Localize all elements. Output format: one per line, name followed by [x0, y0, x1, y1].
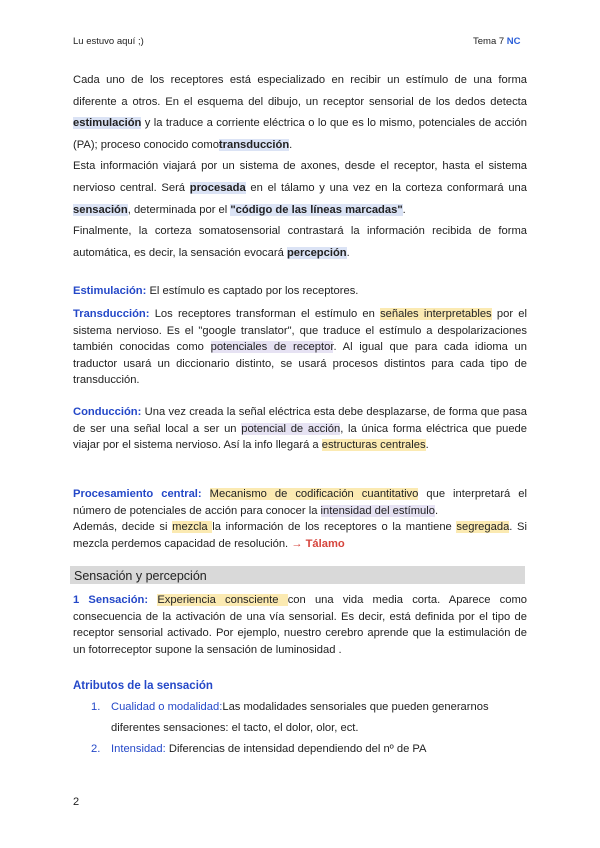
definition-text: la información de los receptores o la mantiene [212, 521, 457, 533]
list-item [91, 697, 531, 739]
highlight-mecanismo-codificacion: Mecanismo de codificación cuantitativo [209, 488, 419, 500]
list-text: Diferencias de intensidad dependiendo del nº de PA [165, 743, 427, 755]
intro-text-segment: . [346, 246, 350, 259]
term-conduccion: Conducción: [73, 406, 142, 418]
definition-text: Una vez creada la señal eléctrica esta debe desplazarse, de forma que pasa de ser una señal local a ser un [73, 406, 527, 435]
definition-text: . Si mezcla perdemos capacidad de resolución. [73, 521, 527, 550]
definition-text: que interpretará el número de potenciales de acción para conocer la [73, 488, 527, 517]
term-transduccion: Transducción: [73, 308, 150, 320]
definition-text: El estímulo es captado por los receptores. [146, 285, 359, 297]
definition-procesamiento [73, 486, 527, 552]
highlight-experiencia-consciente: Experiencia consciente [157, 594, 288, 606]
page-number: 2 [73, 796, 80, 808]
definition-sensacion [73, 592, 527, 658]
highlight-procesada: procesada [189, 181, 246, 194]
highlight-mezcla: mezcla [172, 521, 213, 533]
arrow-talamo: → Tálamo [291, 537, 345, 550]
intro-text-segment: Cada uno de los receptores está especializado en recibir un estímulo de una forma diferente a otros. En el esquema del dibujo, un receptor sensorial de los dedos detecta [73, 74, 527, 108]
section-title: Sensación y percepción [74, 569, 207, 583]
definition-text: . [434, 504, 439, 517]
intro-text-segment: . [402, 203, 406, 216]
highlight-segregada: segregada [456, 521, 510, 533]
definition-text: , la única forma eléctrica que puede viajar por el sistema nervioso. Así la info llegará a [73, 422, 527, 451]
list-number: 1. [91, 701, 101, 713]
definition-text: . Al igual que para cada idioma un traductor usará un diccionario distinto, se usará procesos distintos para cada tipo de transducción. [73, 341, 528, 386]
highlight-intensidad-estimulo: intensidad del estímulo [320, 504, 435, 517]
definition-text: por el sistema nervioso. Es el "google translator", que traduce el estímulo a despolarizaciones también conocidas como [73, 308, 527, 353]
list-number: 2. [91, 743, 101, 755]
highlight-senales-interpretables: señales interpretables [380, 308, 492, 320]
header-topic [473, 36, 521, 47]
highlight-transduccion: transducción [218, 138, 290, 151]
highlight-codigo-lineas: "código de las líneas marcadas" [230, 203, 403, 216]
highlight-potencial-accion: potencial de acción [241, 422, 341, 435]
highlight-estructuras-centrales: estructuras centrales [321, 439, 426, 451]
highlight-estimulacion: estimulación [73, 117, 142, 130]
term-estimulacion: Estimulación: [73, 285, 147, 297]
definition-transduccion [73, 306, 527, 389]
header-topic-label: Tema 7 [473, 36, 505, 47]
attributes-title: Atributos de la sensación [73, 680, 213, 692]
definition-estimulacion [73, 283, 527, 300]
definition-text: con una vida media corta. Aparece como consecuencia de la activación de una vía sensorial. Es decir, está definida por el tipo de receptor sensorial activado. Por ejemplo, nuestro cerebro aprende que la estimulación de un fotorreceptor supone la sensación de luminosidad . [73, 594, 528, 656]
list-label: Intensidad: [111, 743, 166, 755]
definition-text: . [425, 439, 429, 451]
intro-text-segment: Esta información viajará por un sistema de axones, desde el receptor, hasta el sistema nervioso central. Será [73, 160, 527, 194]
highlight-percepcion: percepción [286, 246, 347, 259]
list-label: Cualidad o modalidad: [111, 701, 223, 713]
highlight-sensacion: sensación [73, 203, 128, 216]
list-text: Las modalidades sensoriales que pueden generarnos diferentes sensaciones: el tacto, el dolor, olor, ect. [111, 701, 489, 734]
intro-text-segment: en el tálamo y una vez en la corteza conformará una [245, 181, 527, 194]
term-procesamiento: Procesamiento central: [73, 488, 202, 500]
intro-text-segment: y la traduce a corriente eléctrica o lo que es lo mismo, potenciales de acción (PA); proceso conocido como [73, 117, 527, 151]
highlight-potenciales-receptor: potenciales de receptor [210, 341, 334, 353]
intro-text [73, 70, 527, 264]
intro-text-segment: , determinada por el [127, 203, 231, 216]
header-topic-tag: NC [506, 36, 521, 47]
header-left-note: Lu estuvo aquí ;) [73, 36, 144, 47]
definition-conduccion [73, 404, 527, 454]
intro-text-segment: Finalmente, la corteza somatosensorial contrastará la información recibida de forma automática, es decir, la sensación evocará [73, 225, 527, 259]
list-item [91, 739, 531, 760]
definition-text: Los receptores transforman el estímulo en [149, 308, 381, 320]
intro-text-segment: . [289, 138, 293, 151]
definition-text: Además, decide si [73, 521, 173, 533]
term-sensacion: 1 Sensación: [73, 594, 149, 606]
attributes-list [91, 697, 531, 760]
